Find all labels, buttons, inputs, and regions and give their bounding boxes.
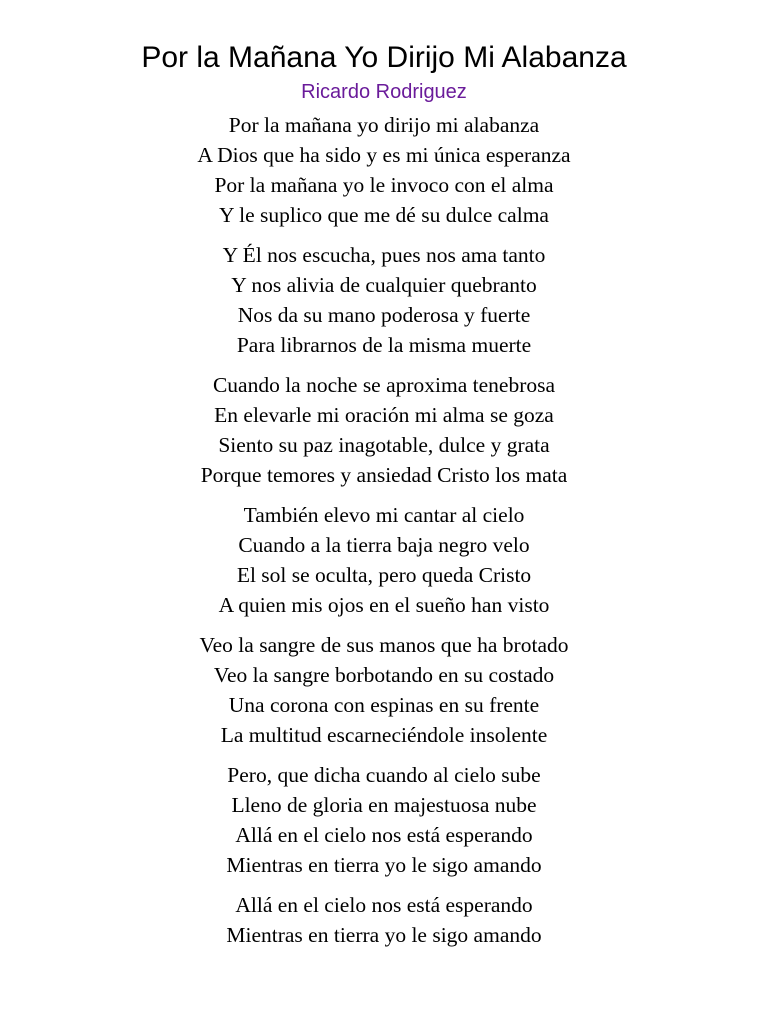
poem-author: Ricardo Rodriguez xyxy=(301,81,467,103)
poem-line: Cuando la noche se aproxima tenebrosa xyxy=(212,373,556,397)
poem-line: Cuando a la tierra baja negro velo xyxy=(238,533,530,557)
poem-line: A Dios que ha sido y es mi única esperanza xyxy=(197,143,571,167)
poem-body xyxy=(0,110,768,960)
poem-line: En elevarle mi oración mi alma se goza xyxy=(214,403,554,427)
poem-line: La multitud escarneciéndole insolente xyxy=(220,723,548,747)
stanza xyxy=(0,630,768,750)
poem-line: Por la mañana yo dirijo mi alabanza xyxy=(228,113,540,137)
poem-line: Y nos alivia de cualquier quebranto xyxy=(231,273,537,297)
poem-line: Lleno de gloria en majestuosa nube xyxy=(231,793,537,817)
poem-line: Veo la sangre de sus manos que ha brotado xyxy=(199,633,569,657)
poem-title: Por la Mañana Yo Dirijo Mi Alabanza xyxy=(141,41,627,74)
poem-line: Por la mañana yo le invoco con el alma xyxy=(214,173,554,197)
poem-line: Mientras en tierra yo le sigo amando xyxy=(226,923,542,947)
poem-line: Nos da su mano poderosa y fuerte xyxy=(237,303,531,327)
stanza xyxy=(0,370,768,490)
poem-line: Y le suplico que me dé su dulce calma xyxy=(219,203,549,227)
poem-line: Allá en el cielo nos está esperando xyxy=(235,823,533,847)
stanza xyxy=(0,500,768,620)
stanza xyxy=(0,110,768,230)
poem-line: Y Él nos escucha, pues nos ama tanto xyxy=(222,243,546,267)
poem-line: Pero, que dicha cuando al cielo sube xyxy=(227,763,541,787)
poem-line: Veo la sangre borbotando en su costado xyxy=(213,663,555,687)
poem-line: A quien mis ojos en el sueño han visto xyxy=(218,593,550,617)
poem-line: Porque temores y ansiedad Cristo los mata xyxy=(200,463,568,487)
poem-line: Una corona con espinas en su frente xyxy=(228,693,540,717)
poem-line: Mientras en tierra yo le sigo amando xyxy=(226,853,542,877)
poem-line: Allá en el cielo nos está esperando xyxy=(235,893,533,917)
poem-line: Para librarnos de la misma muerte xyxy=(236,333,532,357)
poem-line: Siento su paz inagotable, dulce y grata xyxy=(218,433,550,457)
stanza xyxy=(0,890,768,950)
stanza xyxy=(0,240,768,360)
poem-line: El sol se oculta, pero queda Cristo xyxy=(236,563,532,587)
stanza xyxy=(0,760,768,880)
poem-line: También elevo mi cantar al cielo xyxy=(243,503,525,527)
